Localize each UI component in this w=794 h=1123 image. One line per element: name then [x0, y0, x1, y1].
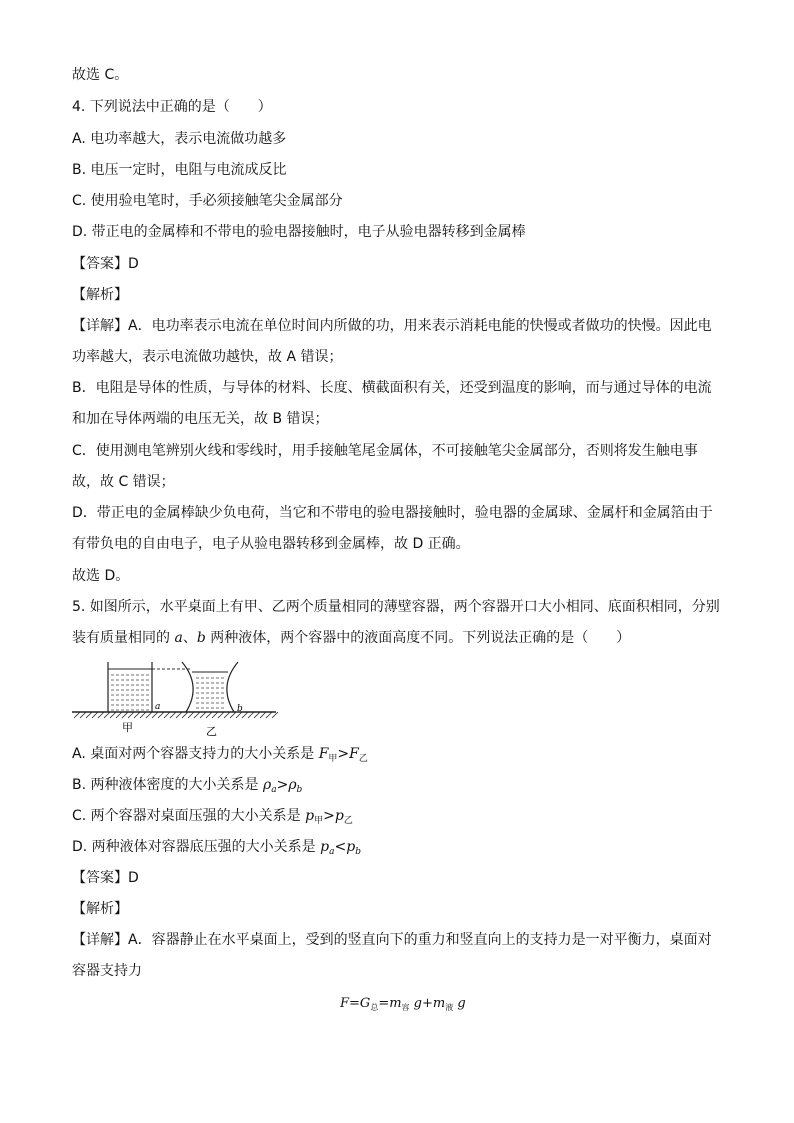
hatch-mark: [86, 712, 92, 718]
math-sub: 甲: [314, 816, 324, 826]
container-jia: [108, 662, 152, 712]
math-op: >: [323, 808, 335, 824]
hatch-mark: [152, 712, 158, 718]
question-4-option-b: B. 电压一定时，电阻与电流成反比: [72, 162, 287, 178]
hatch-mark: [146, 712, 152, 718]
math-part: =m: [378, 996, 402, 1011]
math-sub: 液: [445, 1003, 454, 1012]
analysis-5-heading: 【解析】: [72, 901, 128, 917]
math-op: >: [337, 746, 350, 762]
math-op: >: [276, 777, 289, 793]
hatch-mark: [176, 712, 182, 718]
hatch-mark: [194, 712, 200, 718]
text-span: 、: [182, 630, 197, 646]
hatch-mark: [188, 712, 194, 718]
answer-4: 【答案】D: [72, 256, 139, 272]
math-sub: 乙: [343, 816, 353, 826]
question-5-stem-line-2: [72, 629, 630, 647]
analysis-5-line: 【详解】A．容器静止在水平桌面上，受到的竖直向下的重力和竖直向上的支持力是一对平衡力，桌面对: [72, 932, 712, 948]
question-5-option-c: [72, 807, 353, 830]
hatch-mark: [134, 712, 140, 718]
analysis-4-line: 功率越大，表示电流做功越快，故 A 错误；: [72, 349, 343, 365]
liquid-b: [196, 678, 225, 708]
containers-figure: [70, 656, 280, 738]
question-4-option-d: D. 带正电的金属棒和不带电的验电器接触时，电子从验电器转移到金属棒: [72, 224, 526, 240]
hatch-mark: [230, 712, 236, 718]
math-sub: 甲: [328, 754, 338, 764]
container-yi: [182, 662, 238, 712]
liquid-a: [111, 675, 150, 710]
text-span: 装有质量相同的: [72, 630, 175, 646]
hatch-mark: [260, 712, 266, 718]
analysis-4-line: B．电阻是导体的性质，与导体的材料、长度、横截面积有关，还受到温度的影响，而与通过导体的电流: [72, 380, 712, 396]
math-part: g+m: [409, 996, 446, 1011]
text-span: 两种液体，两个容器中的液面高度不同。下列说法正确的是（ ）: [205, 630, 631, 646]
hatch-mark: [158, 712, 164, 718]
label-jia: 甲: [122, 721, 133, 734]
support-force-formula: [340, 996, 466, 1013]
math-sub: 总: [370, 1003, 379, 1012]
math-sub: a: [329, 847, 335, 857]
analysis-4-line: D．带正电的金属棒缺少负电荷，当它和不带电的验电器接触时，验电器的金属球、金属杆和金属箔由于: [72, 505, 713, 521]
analysis-4-heading: 【解析】: [72, 287, 128, 303]
math-op: <: [334, 839, 347, 855]
math-var: ρ: [262, 777, 272, 793]
hatch-mark: [98, 712, 104, 718]
analysis-4-line: 【详解】A．电功率表示电流在单位时间内所做的功，用来表示消耗电能的快慢或者做功的快慢。因此电: [72, 318, 712, 334]
analysis-4-line: 有带负电的自由电子，电子从验电器转移到金属棒，故 D 正确。: [72, 536, 470, 552]
math-var: F: [340, 996, 350, 1011]
label-b: b: [237, 704, 243, 714]
question-5-stem: 5. 如图所示，水平桌面上有甲、乙两个质量相同的薄壁容器，两个容器开口大小相同、底面积相同，分别: [72, 599, 720, 615]
label-a: a: [155, 702, 161, 712]
math-var: ρ: [288, 777, 297, 793]
hatch-mark: [170, 712, 176, 718]
hatch-mark: [242, 712, 248, 718]
hatch-mark: [80, 712, 86, 718]
math-var: p: [346, 839, 356, 855]
math-var: F: [349, 746, 359, 762]
math-sub: a: [271, 785, 277, 795]
text-span: B. 两种液体密度的大小关系是: [72, 777, 263, 793]
text-span: A. 桌面对两个容器支持力的大小关系是: [72, 746, 319, 762]
question-5-option-a: [72, 745, 368, 768]
hatch-mark: [248, 712, 254, 718]
math-var: F: [318, 746, 329, 762]
question-5-option-d: [72, 838, 361, 861]
hatch-mark: [218, 712, 224, 718]
question-5-option-b: [72, 776, 302, 799]
math-sub: 容: [401, 1003, 410, 1012]
math-part: =G: [349, 996, 371, 1011]
variable-b: b: [196, 630, 206, 646]
math-var: p: [334, 808, 344, 824]
math-sub: b: [296, 785, 303, 795]
answer-5: 【答案】D: [72, 870, 139, 886]
hatch-mark: [122, 712, 128, 718]
variable-a: a: [174, 630, 183, 646]
table-hatching: [74, 712, 278, 718]
label-yi: 乙: [206, 725, 217, 738]
hatch-mark: [104, 712, 110, 718]
math-var: p: [305, 808, 315, 824]
math-sub: 乙: [358, 754, 368, 764]
question-4-option-a: A. 电功率越大，表示电流做功越多: [72, 131, 287, 147]
hatch-mark: [224, 712, 230, 718]
hatch-mark: [110, 712, 116, 718]
question-4-stem: 4. 下列说法中正确的是（ ）: [72, 99, 272, 115]
math-var: p: [320, 839, 330, 855]
analysis-4-line: C．使用测电笔辨别火线和零线时，用手接触笔尾金属体，不可接触笔尖金属部分，否则将发生触电事: [72, 443, 698, 459]
hatch-mark: [254, 712, 260, 718]
hatch-mark: [206, 712, 212, 718]
hatch-mark: [272, 712, 278, 718]
analysis-4-line: 故，故 C 错误；: [72, 474, 175, 490]
analysis-4-line: 和加在导体两端的电压无关，故 B 错误；: [72, 411, 329, 427]
hatch-mark: [92, 712, 98, 718]
hatch-mark: [116, 712, 122, 718]
hatch-mark: [212, 712, 218, 718]
hatch-mark: [200, 712, 206, 718]
hatch-mark: [266, 712, 272, 718]
math-part: g: [453, 996, 466, 1011]
conclusion-4: 故选 D。: [72, 568, 130, 584]
text-span: C. 两个容器对桌面压强的大小关系是: [72, 808, 306, 824]
math-sub: b: [355, 847, 361, 857]
hatch-mark: [182, 712, 188, 718]
hatch-mark: [140, 712, 146, 718]
text-span: D. 两种液体对容器底压强的大小关系是: [72, 839, 321, 855]
hatch-mark: [164, 712, 170, 718]
hatch-mark: [74, 712, 80, 718]
question-4-option-c: C. 使用验电笔时，手必须接触笔尖金属部分: [72, 193, 343, 209]
text-line: 故选 C。: [72, 67, 129, 83]
analysis-5-line: 容器支持力: [72, 963, 142, 979]
hatch-mark: [128, 712, 134, 718]
